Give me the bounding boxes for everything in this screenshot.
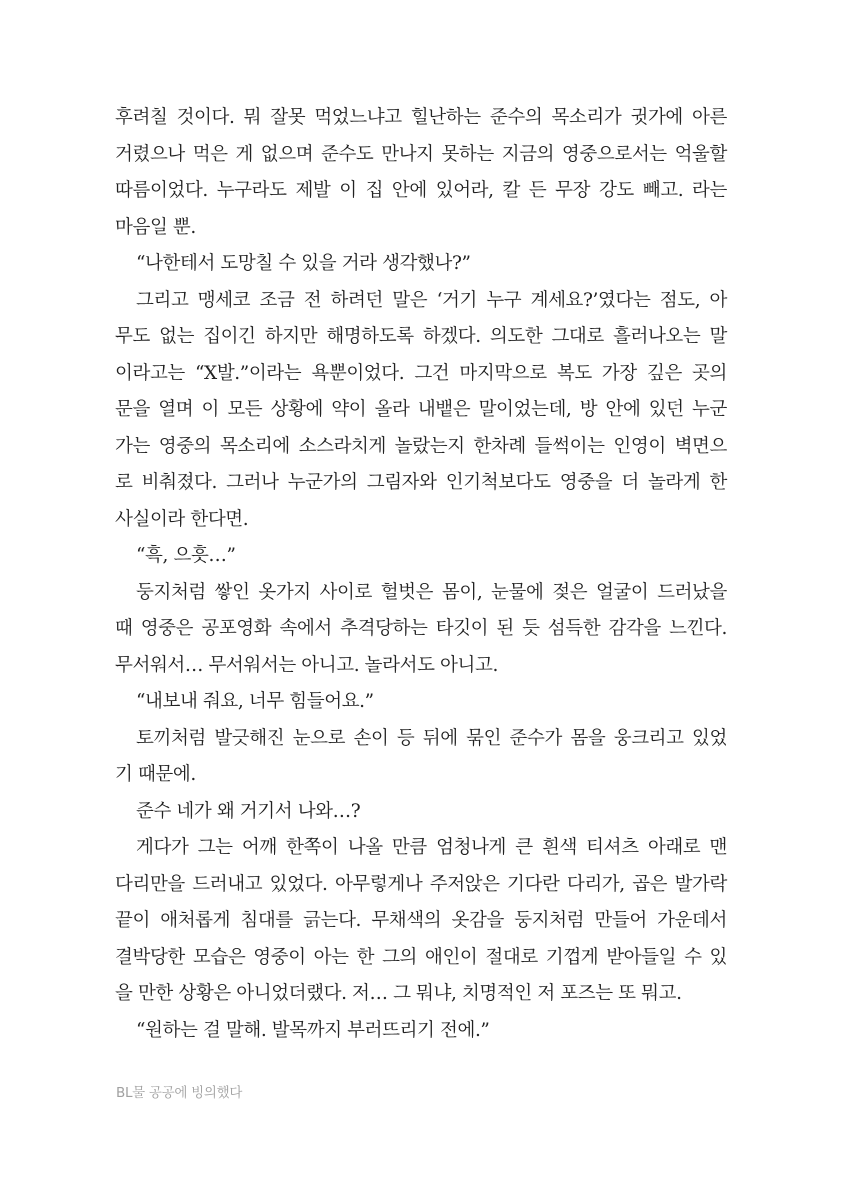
- text-line: 후려칠 것이다. 뭐 잘못 먹었느냐고 힐난하는 준수의 목소리가 귓가에 아른: [115, 107, 727, 128]
- running-footer: BL물 공공에 빙의했다: [116, 1085, 243, 1101]
- text-line: 따름이었다. 누구라도 제발 이 집 안에 있어라, 칼 든 무장 강도 빼고. 라는: [115, 180, 727, 201]
- text-line: 토끼처럼 발긋해진 눈으로 손이 등 뒤에 묶인 준수가 몸을 웅크리고 있었: [136, 727, 727, 749]
- text-line: 게다가 그는 어깨 한쪽이 나올 만큼 엄청나게 큰 흰색 티셔츠 아래로 맨: [136, 837, 727, 858]
- text-line: 이라고는 “X발.”이라는 욕뿐이었다. 그건 마지막으로 복도 가장 깊은 곳의: [115, 362, 727, 384]
- text-line: 로 비춰졌다. 그러나 누군가의 그림자와 인기척보다도 영중을 더 놀라게 한: [115, 472, 727, 493]
- text-line: 다리만을 드러내고 있었다. 아무렇게나 주저앉은 기다란 다리가, 곱은 발가락: [115, 873, 727, 895]
- text-line: 문을 열며 이 모든 상황에 약이 올라 내뱉은 말이었는데, 방 안에 있던 누군: [115, 399, 727, 420]
- text-line: 무서워서… 무서워서는 아니고. 놀라서도 아니고.: [115, 654, 498, 676]
- text-line: “흑, 으흣…”: [136, 545, 236, 566]
- text-line: 때 영중은 공포영화 속에서 추격당하는 타깃이 된 듯 섬득한 감각을 느낀다.: [115, 618, 727, 639]
- text-line: “원하는 걸 말해. 발목까지 부러뜨리기 전에.”: [136, 1019, 490, 1041]
- text-line: 준수 네가 왜 거기서 나와…?: [136, 800, 361, 822]
- text-line: 그리고 맹세코 조금 전 하려던 말은 ‘거기 누구 계세요?’였다는 점도, 아: [136, 289, 727, 311]
- text-line: 을 만한 상황은 아니었더랬다. 저… 그 뭐냐, 치명적인 저 포즈는 또 뭐고.: [115, 983, 682, 1004]
- text-line: “내보내 줘요, 너무 힘들어요.”: [136, 691, 374, 712]
- text-line: 끝이 애처롭게 침대를 긁는다. 무채색의 옷감을 둥지처럼 만들어 가운데서: [115, 910, 727, 931]
- text-line: 기 때문에.: [115, 764, 196, 785]
- text-line: 무도 없는 집이긴 하지만 해명하도록 하겠다. 의도한 그대로 흘러나오는 말: [115, 326, 727, 347]
- text-line: 둥지처럼 쌓인 옷가지 사이로 헐벗은 몸이, 눈물에 젖은 얼굴이 드러났을: [136, 581, 727, 603]
- text-line: 가는 영중의 목소리에 소스라치게 놀랐는지 한차례 들썩이는 인영이 벽면으: [115, 435, 727, 457]
- text-line: 마음일 뿐.: [115, 216, 196, 238]
- text-line: 결박당한 모습은 영중이 아는 한 그의 애인이 절대로 기껍게 받아들일 수 있: [115, 946, 727, 968]
- text-line: 거렸으나 먹은 게 없으며 준수도 만나지 못하는 지금의 영중으로서는 억울할: [115, 143, 727, 165]
- text-line: “나한테서 도망칠 수 있을 거라 생각했나?”: [136, 253, 471, 274]
- book-page-text: [115, 100, 727, 1049]
- text-line: 사실이라 한다면.: [115, 508, 249, 530]
